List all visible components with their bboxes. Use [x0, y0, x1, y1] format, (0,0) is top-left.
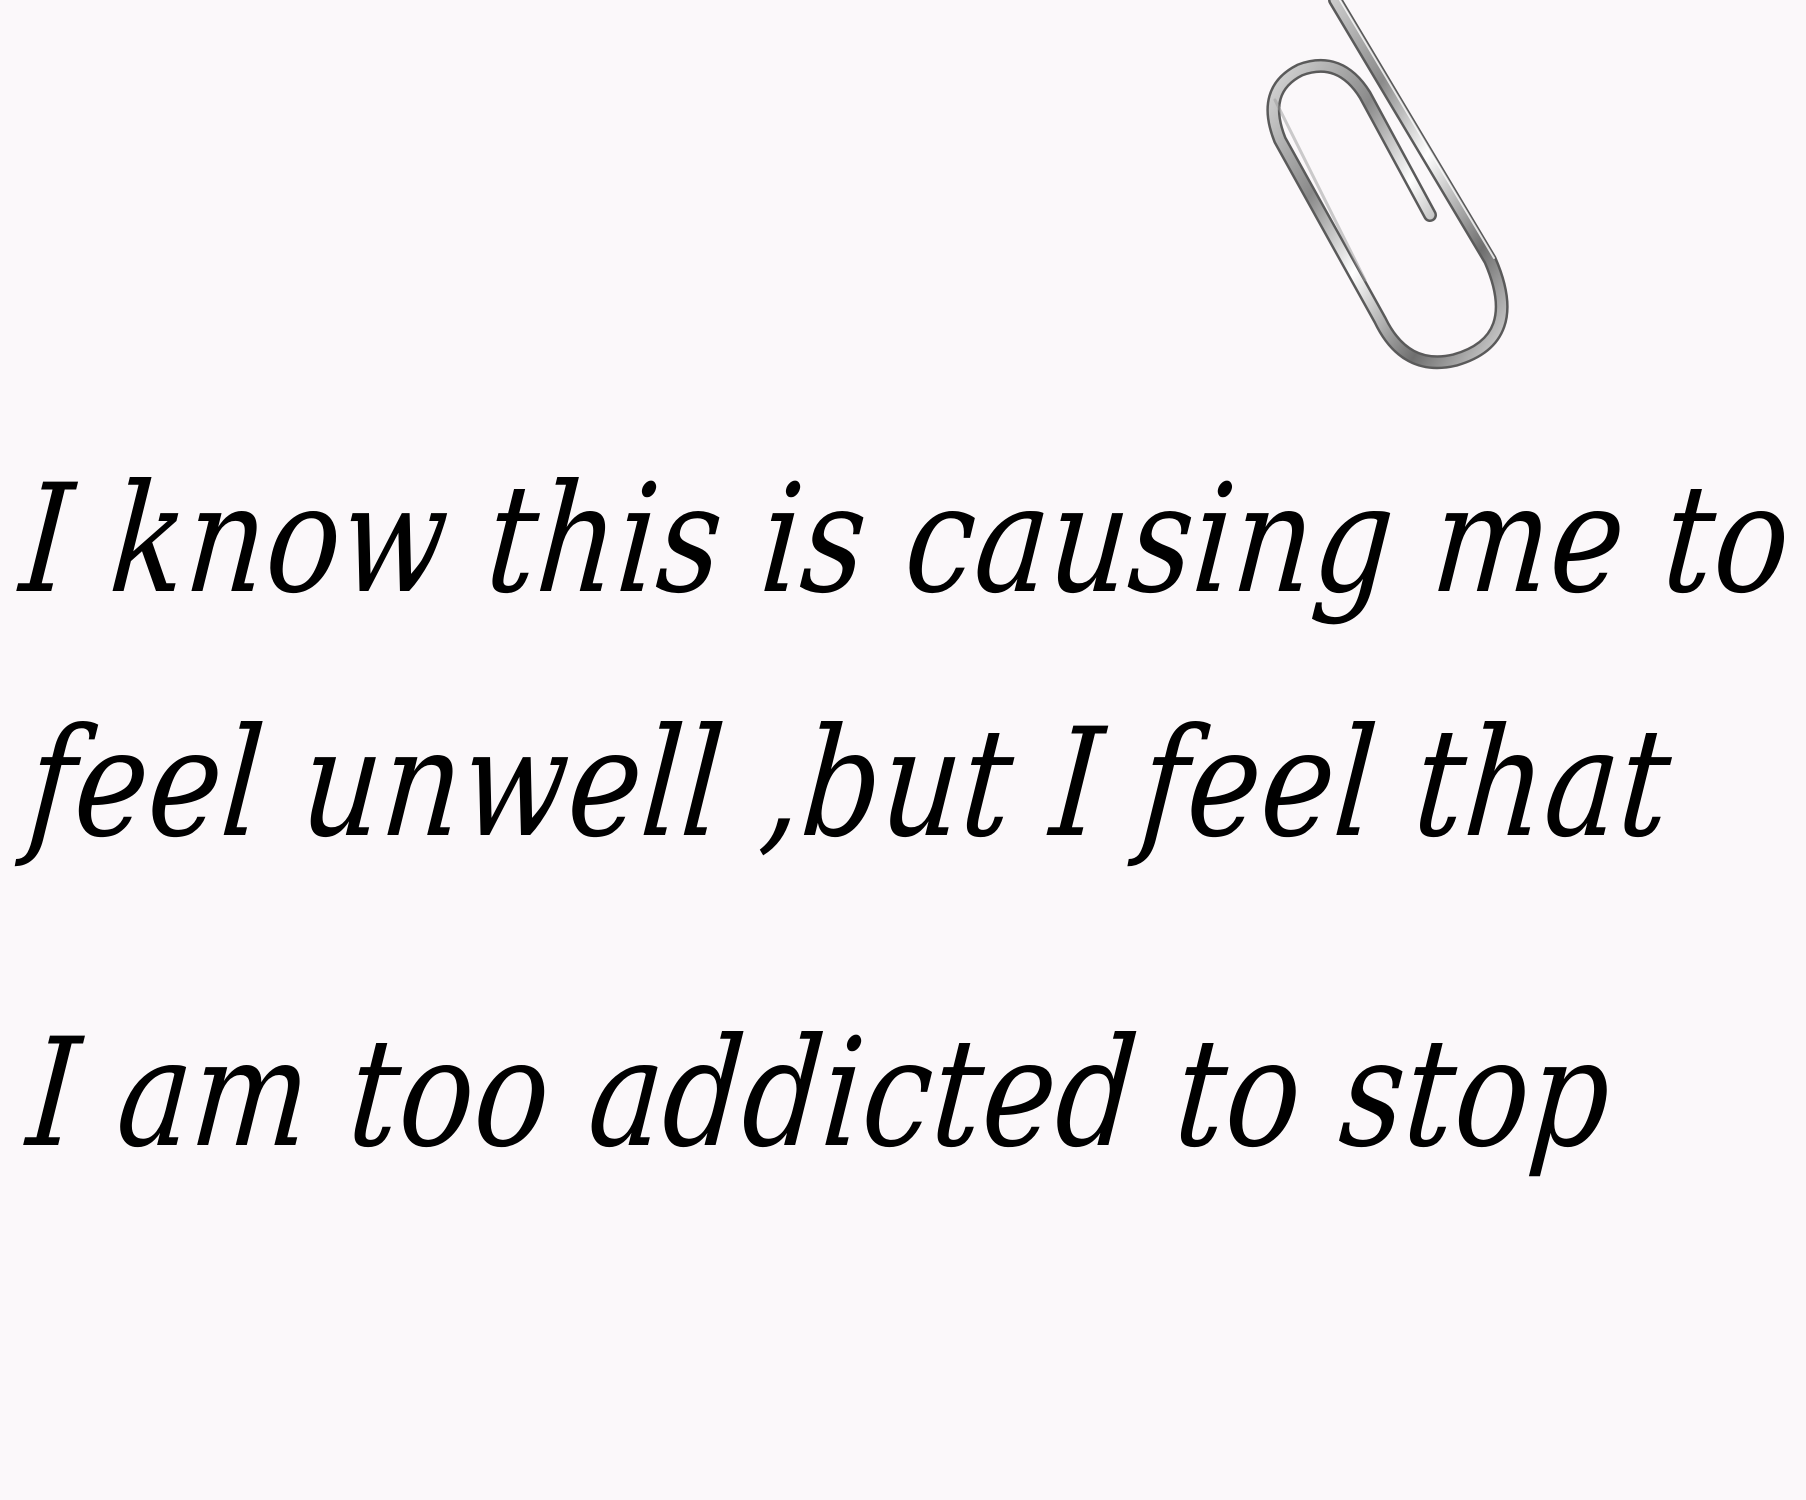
note-line-1: I know this is causing me to — [14, 453, 1798, 627]
handwritten-note — [14, 360, 1798, 1294]
paperclip-icon — [1240, 0, 1500, 380]
note-line-2: feel unwell ,but I feel that — [21, 697, 1678, 871]
note-line-3: I am too addicted to stop — [21, 1007, 1618, 1181]
